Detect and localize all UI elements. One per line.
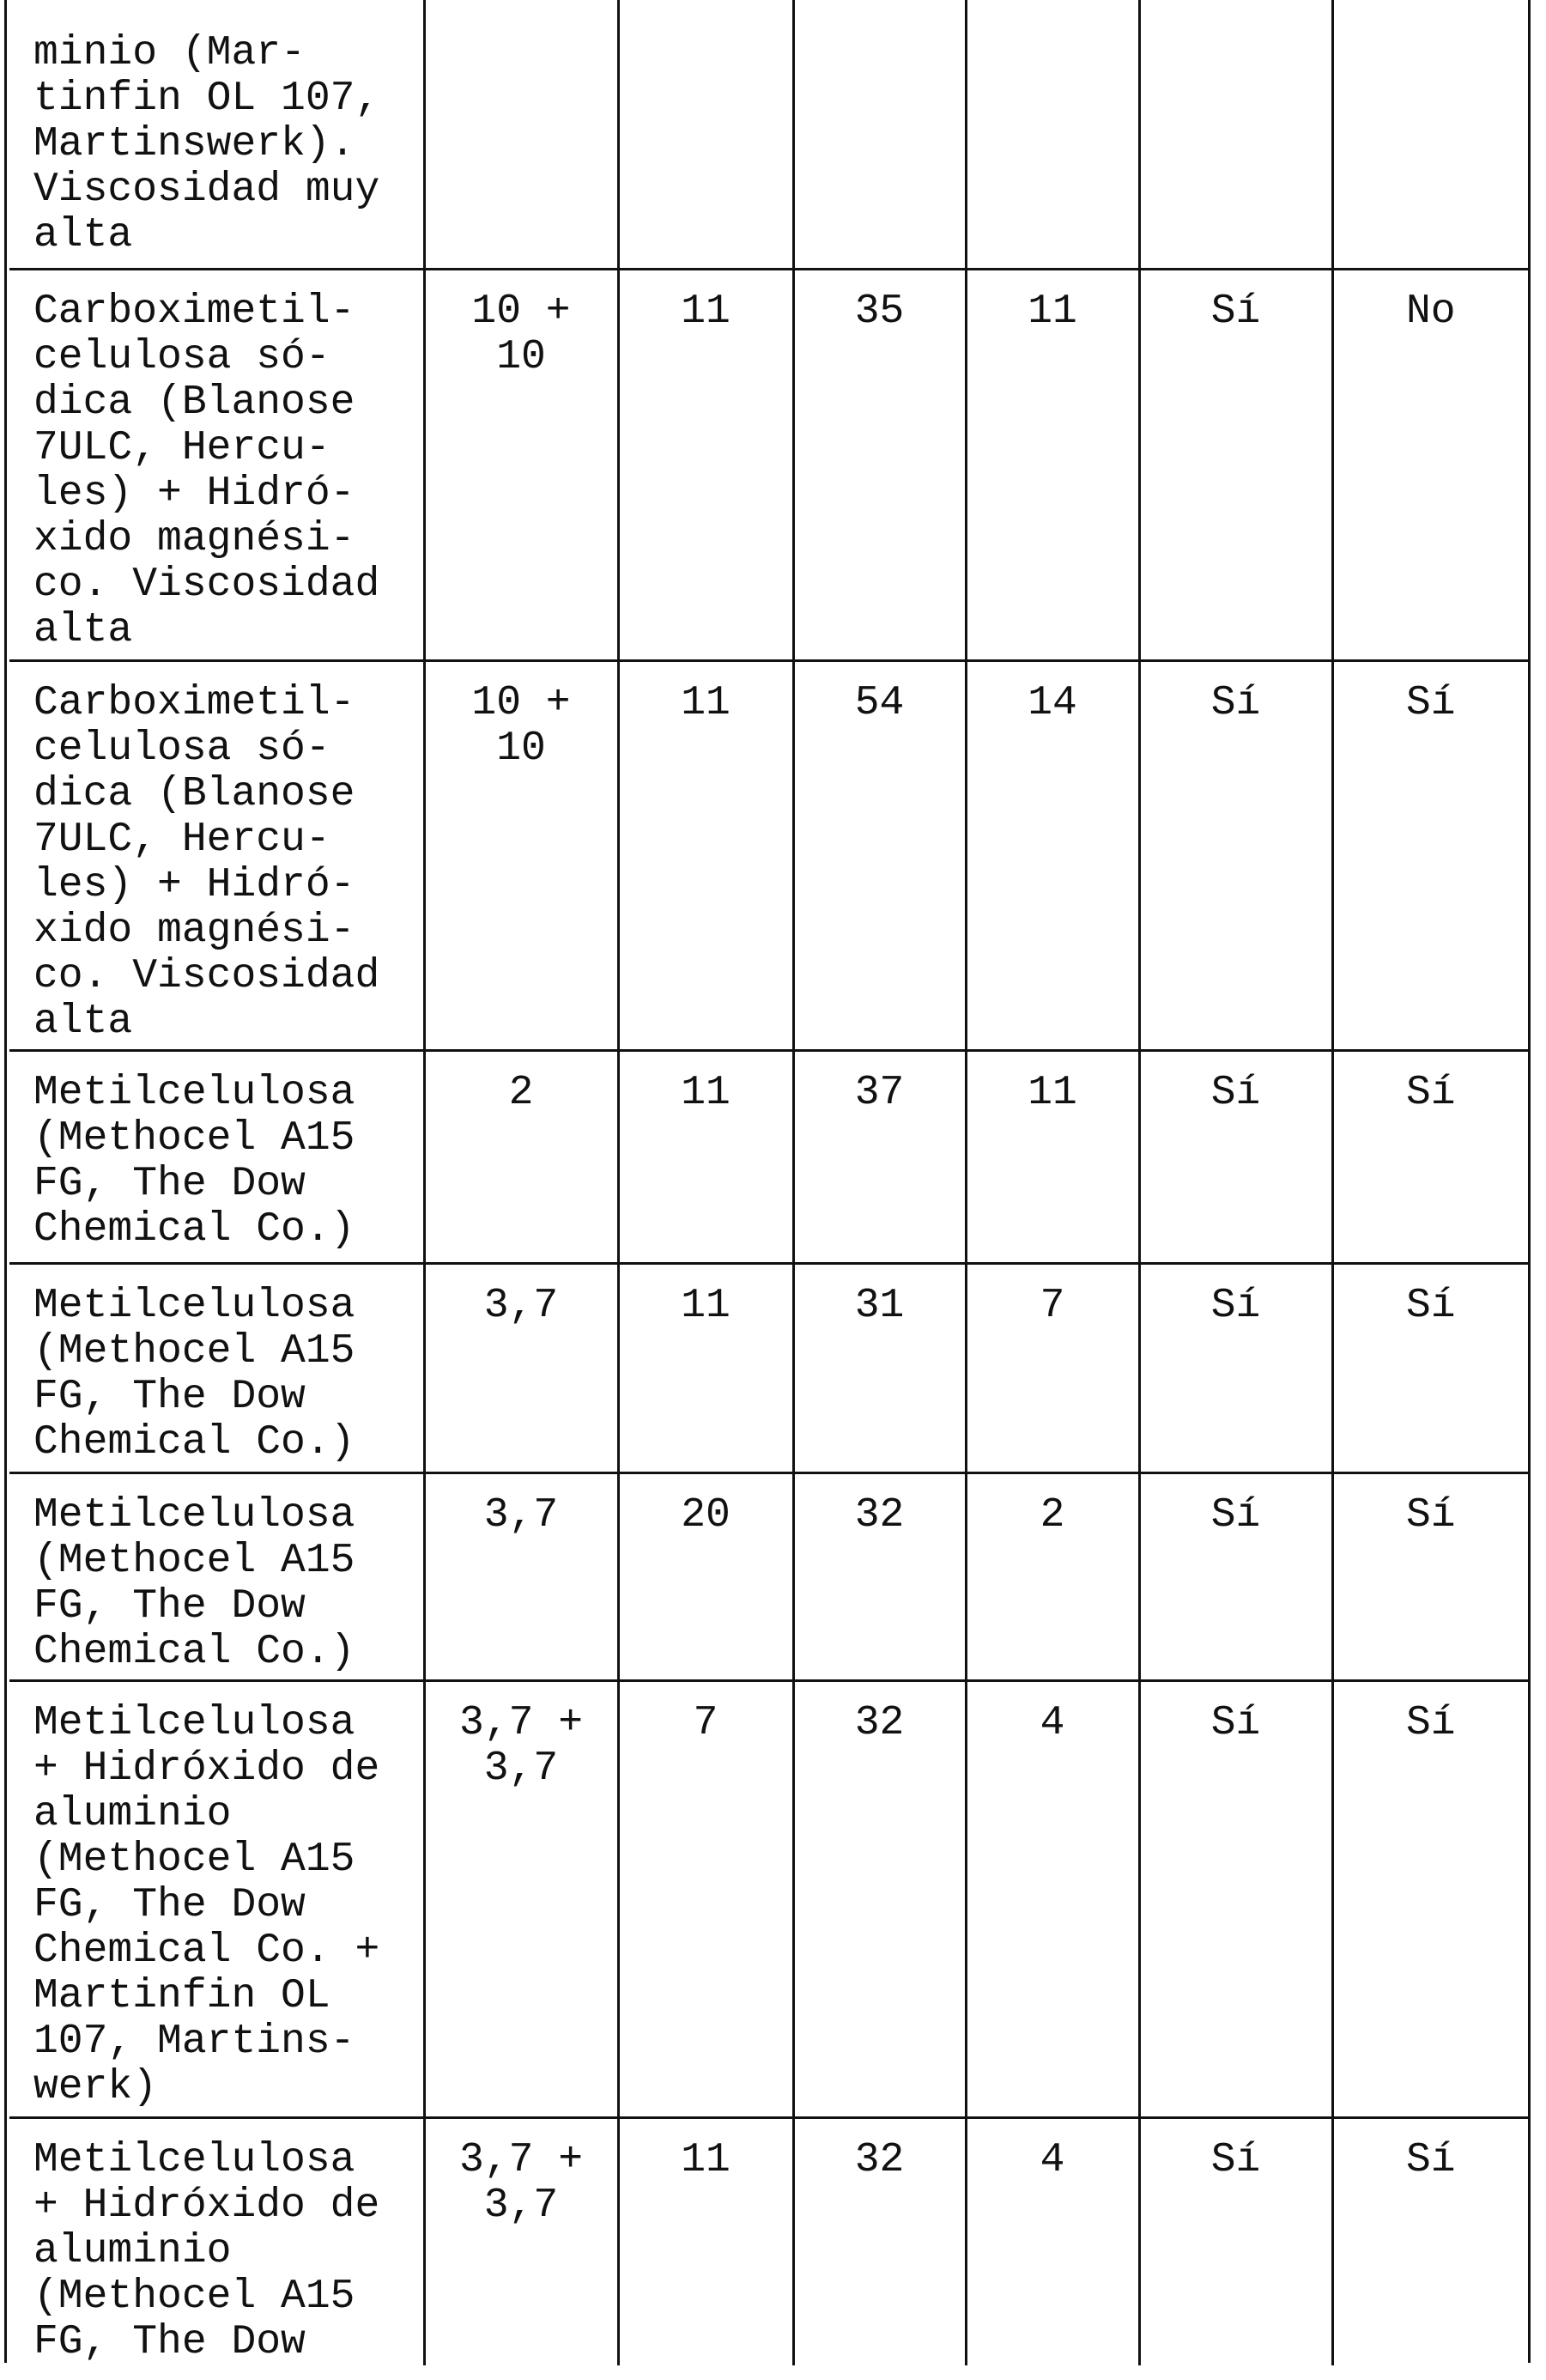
cell-value-5: Sí: [1139, 1263, 1332, 1472]
cell-value-6: Sí: [1332, 1472, 1528, 1680]
cell-value-3: 32: [793, 2117, 966, 2365]
cell-value-4: 2: [966, 1472, 1139, 1680]
table-row: [9, 269, 1528, 660]
cell-value-2: 11: [618, 660, 793, 1050]
cell-value-4: 4: [966, 1680, 1139, 2117]
cell-value-1: 10 + 10: [424, 269, 618, 660]
cell-value-3: 54: [793, 660, 966, 1050]
table-right-double-border: [1528, 0, 1531, 2363]
cell-value-5: [1139, 0, 1332, 269]
cell-value-4: 11: [966, 1050, 1139, 1263]
cell-description: Carboximetil- celulosa só- dica (Blanose 7ULC, Hercu- les) + Hidró- xido magnési- co. Viscosidad alta: [9, 269, 424, 660]
cell-description: Carboximetil- celulosa só- dica (Blanose 7ULC, Hercu- les) + Hidró- xido magnési- co. Viscosidad alta: [9, 660, 424, 1050]
cell-value-5: Sí: [1139, 2117, 1332, 2365]
cell-value-4: 4: [966, 2117, 1139, 2365]
table-row: [9, 1680, 1528, 2117]
cell-value-2: 20: [618, 1472, 793, 1680]
cell-value-6: Sí: [1332, 1680, 1528, 2117]
cell-value-1: 10 + 10: [424, 660, 618, 1050]
cell-value-3: 35: [793, 269, 966, 660]
cell-value-2: 11: [618, 2117, 793, 2365]
cell-value-6: Sí: [1332, 2117, 1528, 2365]
table-row: [9, 1050, 1528, 1263]
cell-value-3: [793, 0, 966, 269]
table-row: [9, 1263, 1528, 1472]
cell-value-6: [1332, 0, 1528, 269]
cell-value-6: Sí: [1332, 1263, 1528, 1472]
cell-value-5: Sí: [1139, 1680, 1332, 2117]
cell-value-2: [618, 0, 793, 269]
cell-value-1: 3,7: [424, 1472, 618, 1680]
cell-description: minio (Mar- tinfin OL 107, Martinswerk). Viscosidad muy alta: [9, 0, 424, 269]
cell-description: Metilcelulosa (Methocel A15 FG, The Dow Chemical Co.): [9, 1263, 424, 1472]
cell-value-2: 7: [618, 1680, 793, 2117]
cell-description: Metilcelulosa (Methocel A15 FG, The Dow Chemical Co.): [9, 1472, 424, 1680]
cell-description: Metilcelulosa + Hidróxido de aluminio (Methocel A15 FG, The Dow Chemical Co. + Martinfin OL 107, Martins- werk): [9, 1680, 424, 2117]
cell-value-2: 11: [618, 1050, 793, 1263]
cell-value-3: 37: [793, 1050, 966, 1263]
cell-value-3: 32: [793, 1472, 966, 1680]
cell-description: Metilcelulosa + Hidróxido de aluminio (Methocel A15 FG, The Dow: [9, 2117, 424, 2365]
cell-value-2: 11: [618, 269, 793, 660]
cell-value-1: [424, 0, 618, 269]
cell-value-5: Sí: [1139, 269, 1332, 660]
cell-value-3: 31: [793, 1263, 966, 1472]
table-row: [9, 1472, 1528, 1680]
cell-value-1: 3,7 + 3,7: [424, 2117, 618, 2365]
cell-value-1: 3,7 + 3,7: [424, 1680, 618, 2117]
table-body: [9, 0, 1528, 2365]
cell-value-1: 3,7: [424, 1263, 618, 1472]
cell-value-4: [966, 0, 1139, 269]
cell-value-1: 2: [424, 1050, 618, 1263]
cell-value-5: Sí: [1139, 1050, 1332, 1263]
table-row: [9, 660, 1528, 1050]
table-row: [9, 0, 1528, 269]
cell-value-5: Sí: [1139, 1472, 1332, 1680]
cell-value-4: 11: [966, 269, 1139, 660]
cell-value-6: Sí: [1332, 1050, 1528, 1263]
cell-value-6: No: [1332, 269, 1528, 660]
cell-value-5: Sí: [1139, 660, 1332, 1050]
cell-value-6: Sí: [1332, 660, 1528, 1050]
data-table: [9, 0, 1528, 2365]
cell-value-4: 14: [966, 660, 1139, 1050]
cell-description: Metilcelulosa (Methocel A15 FG, The Dow Chemical Co.): [9, 1050, 424, 1263]
table-left-double-border: [4, 0, 7, 2363]
table-row: [9, 2117, 1528, 2365]
cell-value-3: 32: [793, 1680, 966, 2117]
cell-value-2: 11: [618, 1263, 793, 1472]
cell-value-4: 7: [966, 1263, 1139, 1472]
